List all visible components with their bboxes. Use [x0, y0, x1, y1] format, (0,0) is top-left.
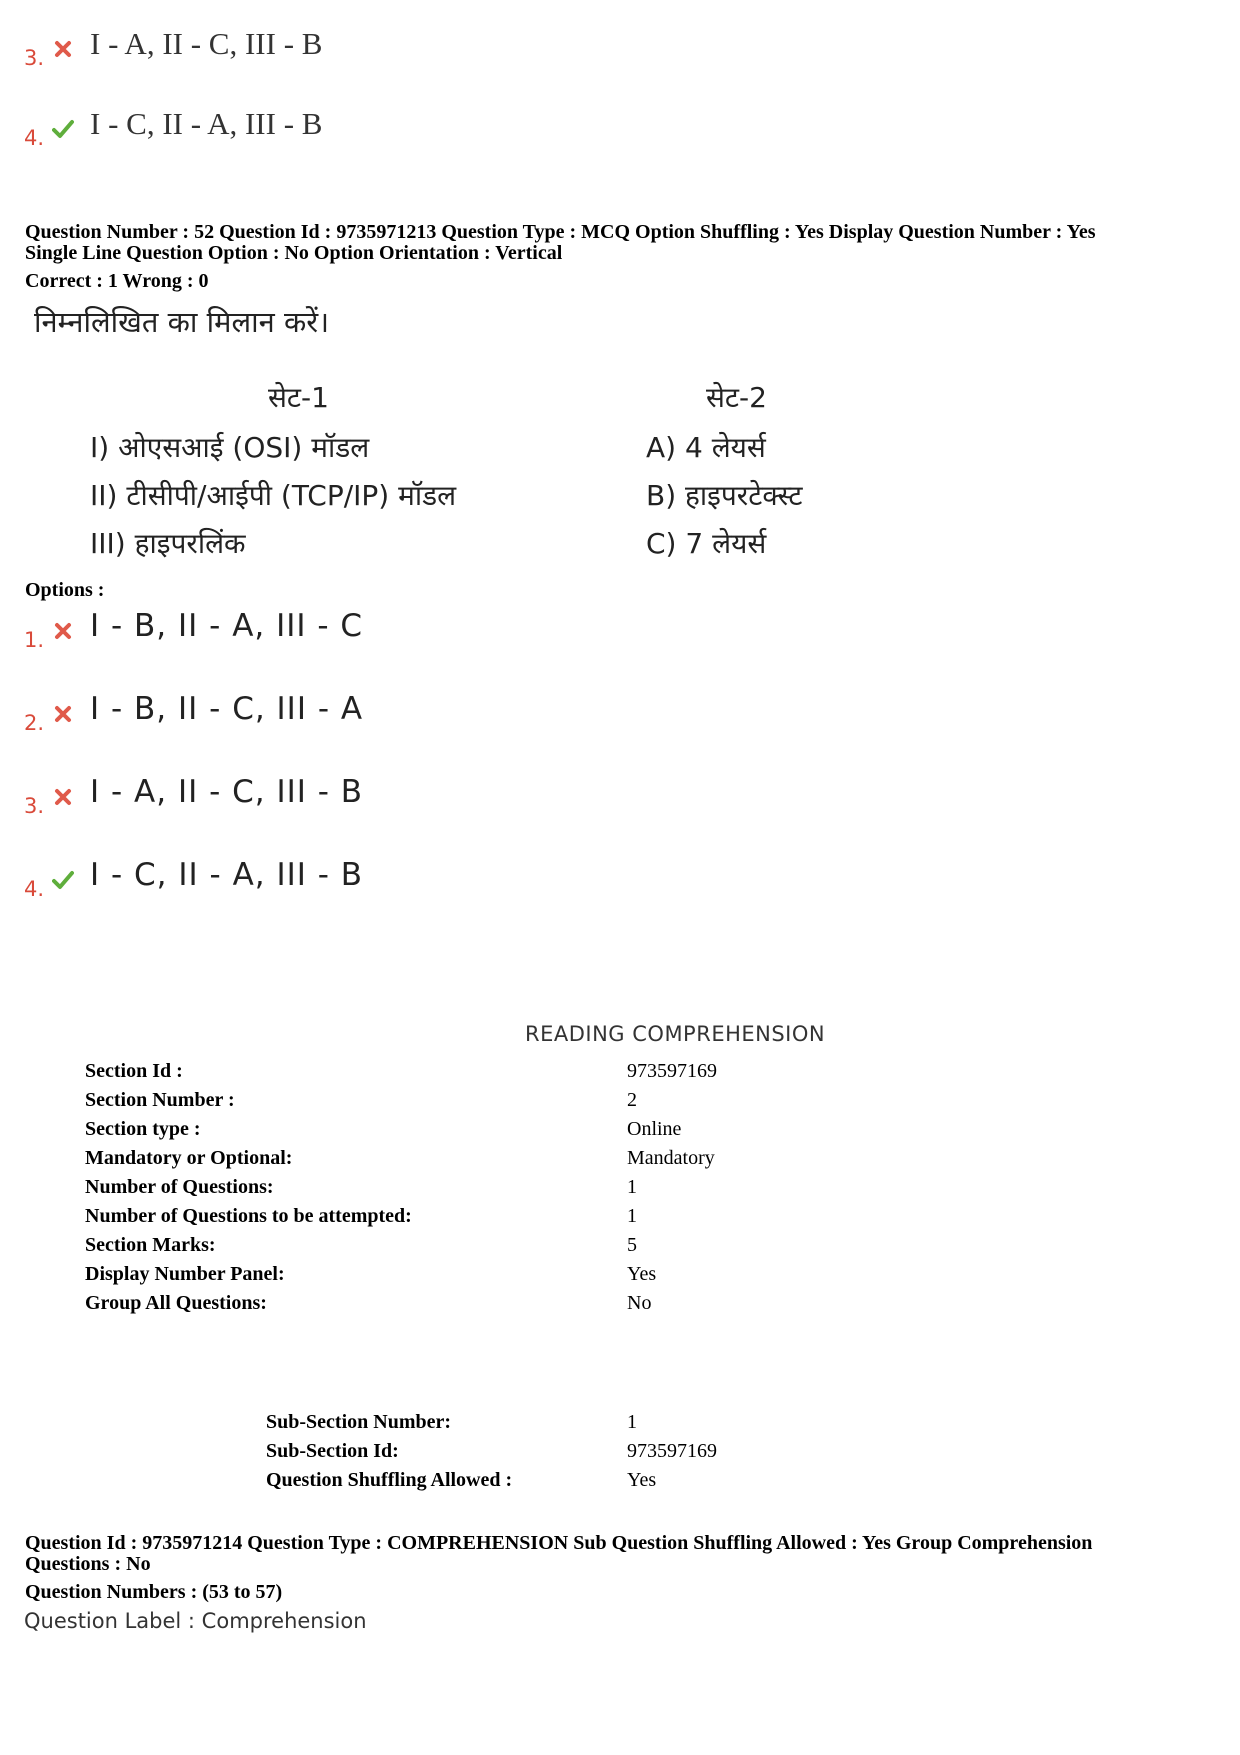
set1-item-2: II) टीसीपी/आईपी (TCP/IP) मॉडल: [90, 479, 457, 512]
set2-item-3: C) 7 लेयर्स: [646, 527, 767, 560]
num-attempted-label: Number of Questions to be attempted:: [85, 1205, 412, 1227]
question-numbers-line: Question Numbers : (53 to 57): [25, 1581, 283, 1603]
section-marks-label: Section Marks:: [85, 1234, 216, 1256]
num-attempted-value: 1: [627, 1205, 637, 1227]
section-type-label: Section type :: [85, 1118, 201, 1140]
display-panel-label: Display Number Panel:: [85, 1263, 285, 1285]
score-line: Correct : 1 Wrong : 0: [25, 270, 209, 292]
comprehension-meta-line-2: Questions : No: [25, 1553, 151, 1575]
subsection-number-value: 1: [627, 1411, 637, 1433]
cross-icon: [52, 38, 74, 60]
subsection-number-label: Sub-Section Number:: [266, 1411, 452, 1433]
set1-item-3: III) हाइपरलिंक: [90, 527, 246, 560]
option-number: 4.: [24, 877, 45, 901]
set2-item-1: A) 4 लेयर्स: [646, 431, 766, 464]
set2-item-2: B) हाइपरटेक्स्ट: [646, 479, 803, 512]
cross-icon: [52, 786, 74, 808]
shuffling-allowed-label: Question Shuffling Allowed :: [266, 1469, 513, 1491]
option-number: 3.: [24, 794, 45, 818]
comprehension-meta-line-1: Question Id : 9735971214 Question Type : COMPREHENSION Sub Question Shuffling Allowed : Yes Group Comprehension: [25, 1532, 1093, 1554]
option-number: 1.: [24, 628, 45, 652]
subsection-id-label: Sub-Section Id:: [266, 1440, 399, 1462]
group-all-value: No: [627, 1292, 652, 1314]
option-text: I - A, II - C, III - B: [90, 26, 323, 61]
group-all-label: Group All Questions:: [85, 1292, 267, 1314]
section-number-label: Section Number :: [85, 1089, 235, 1111]
set1-heading: सेट-1: [268, 381, 329, 414]
num-questions-value: 1: [627, 1176, 637, 1198]
num-questions-label: Number of Questions:: [85, 1176, 274, 1198]
option-number: 4.: [24, 126, 45, 150]
option-number: 3.: [24, 46, 45, 70]
cross-icon: [52, 620, 74, 642]
option-text: I - B, II - A, III - C: [90, 608, 364, 644]
question-label-line: Question Label : Comprehension: [24, 1609, 367, 1633]
option-text: I - B, II - C, III - A: [90, 691, 364, 727]
section-type-value: Online: [627, 1118, 682, 1140]
set2-heading: सेट-2: [706, 381, 767, 414]
subsection-id-value: 973597169: [627, 1440, 717, 1462]
option-text: I - C, II - A, III - B: [90, 857, 364, 893]
section-id-label: Section Id :: [85, 1060, 183, 1082]
question-meta-line-2: Single Line Question Option : No Option Orientation : Vertical: [25, 242, 563, 264]
option-text: I - A, II - C, III - B: [90, 774, 364, 810]
option-number: 2.: [24, 711, 45, 735]
check-icon: [52, 118, 74, 140]
section-id-value: 973597169: [627, 1060, 717, 1082]
check-icon: [52, 869, 74, 891]
question-prompt: निम्नलिखित का मिलान करें।: [34, 305, 330, 339]
cross-icon: [52, 703, 74, 725]
set1-item-1: I) ओएसआई (OSI) मॉडल: [90, 431, 370, 464]
display-panel-value: Yes: [627, 1263, 657, 1285]
section-marks-value: 5: [627, 1234, 637, 1256]
mandatory-label: Mandatory or Optional:: [85, 1147, 293, 1169]
options-label: Options :: [25, 579, 105, 601]
section-number-value: 2: [627, 1089, 637, 1111]
option-text: I - C, II - A, III - B: [90, 106, 323, 141]
mandatory-value: Mandatory: [627, 1147, 715, 1169]
section-title: READING COMPREHENSION: [525, 1022, 826, 1046]
shuffling-allowed-value: Yes: [627, 1469, 657, 1491]
question-meta-line-1: Question Number : 52 Question Id : 9735971213 Question Type : MCQ Option Shuffling : Yes Display Question Number : Yes: [25, 221, 1096, 243]
